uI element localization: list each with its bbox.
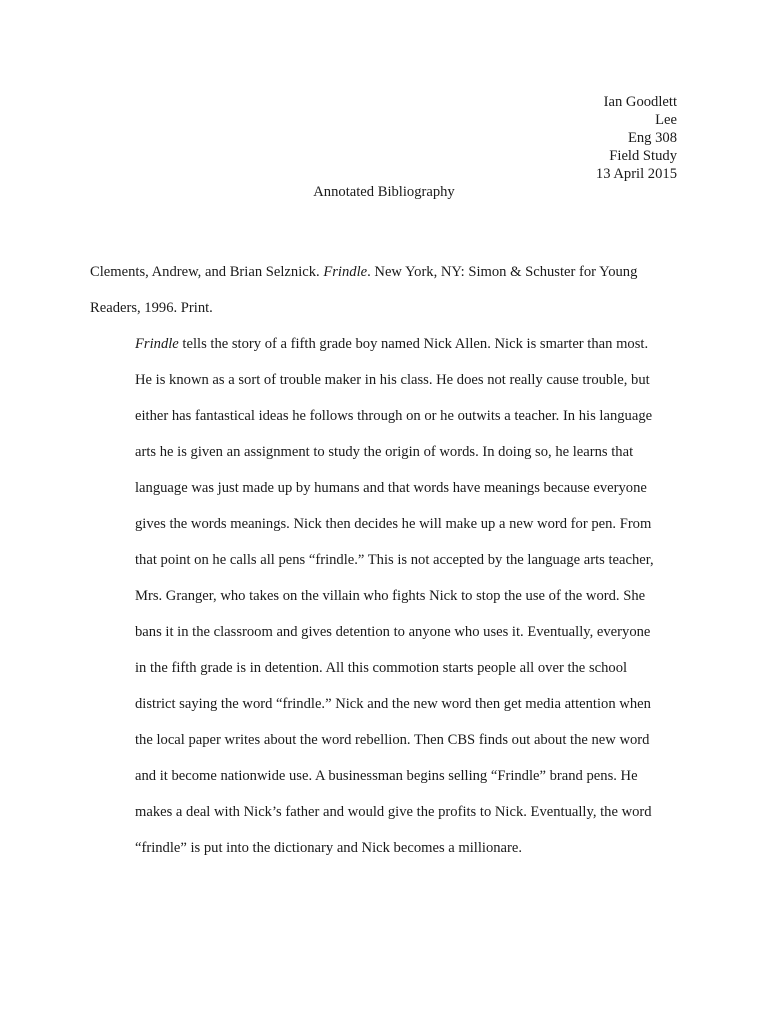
citation-line-1 xyxy=(90,254,690,290)
citation-line-2: Readers, 1996. Print. xyxy=(90,300,213,316)
document-date: 13 April 2015 xyxy=(595,166,677,182)
annotation-line: district saying the word “frindle.” Nick and the new word then get media attention when xyxy=(135,696,651,712)
annotation-line: Frindle tells the story of a fifth grade boy named Nick Allen. Nick is smarter than most. xyxy=(135,336,649,352)
annotation-book-title: Frindle xyxy=(135,336,179,352)
annotation-line: bans it in the classroom and gives detention to anyone who uses it. Eventually, everyone xyxy=(135,624,651,640)
instructor-name: Lee xyxy=(655,112,677,128)
annotation xyxy=(90,326,690,866)
annotation-line: gives the words meanings. Nick then decides he will make up a new word for pen. From xyxy=(135,516,652,532)
annotation-line: and it become nationwide use. A businessman begins selling “Frindle” brand pens. He xyxy=(135,768,638,784)
citation-book-title: Frindle xyxy=(323,264,368,280)
annotation-line: language was just made up by humans and that words have meanings because everyone xyxy=(135,480,647,496)
citation-publication-rest: . New York, NY: Simon & Schuster for Young xyxy=(367,264,638,280)
assignment-name: Field Study xyxy=(609,148,677,164)
bibliography-entry xyxy=(90,254,690,866)
annotation-line: either has fantastical ideas he follows through on or he outwits a teacher. In his language xyxy=(135,408,653,424)
annotation-line: in the fifth grade is in detention. All this commotion starts people all over the school xyxy=(135,660,628,676)
header-block xyxy=(596,93,677,183)
annotation-line: He is known as a sort of trouble maker in his class. He does not really cause trouble, but xyxy=(135,372,650,388)
annotation-line: makes a deal with Nick’s father and would give the profits to Nick. Eventually, the word xyxy=(135,804,652,820)
annotation-line: Mrs. Granger, who takes on the villain who fights Nick to stop the use of the word. She xyxy=(135,588,646,604)
citation xyxy=(90,254,690,326)
author-name: Ian Goodlett xyxy=(603,94,677,110)
document-title: Annotated Bibliography xyxy=(313,184,455,200)
annotation-line: “frindle” is put into the dictionary and Nick becomes a millionare. xyxy=(135,840,523,856)
annotation-line: that point on he calls all pens “frindle.” This is not accepted by the language arts teacher, xyxy=(135,552,654,568)
annotation-line: the local paper writes about the word rebellion. Then CBS finds out about the new word xyxy=(135,732,650,748)
course-name: Eng 308 xyxy=(627,130,677,146)
citation-authors: Clements, Andrew, and Brian Selznick. xyxy=(90,264,320,280)
annotation-line: arts he is given an assignment to study the origin of words. In doing so, he learns that xyxy=(135,444,634,460)
